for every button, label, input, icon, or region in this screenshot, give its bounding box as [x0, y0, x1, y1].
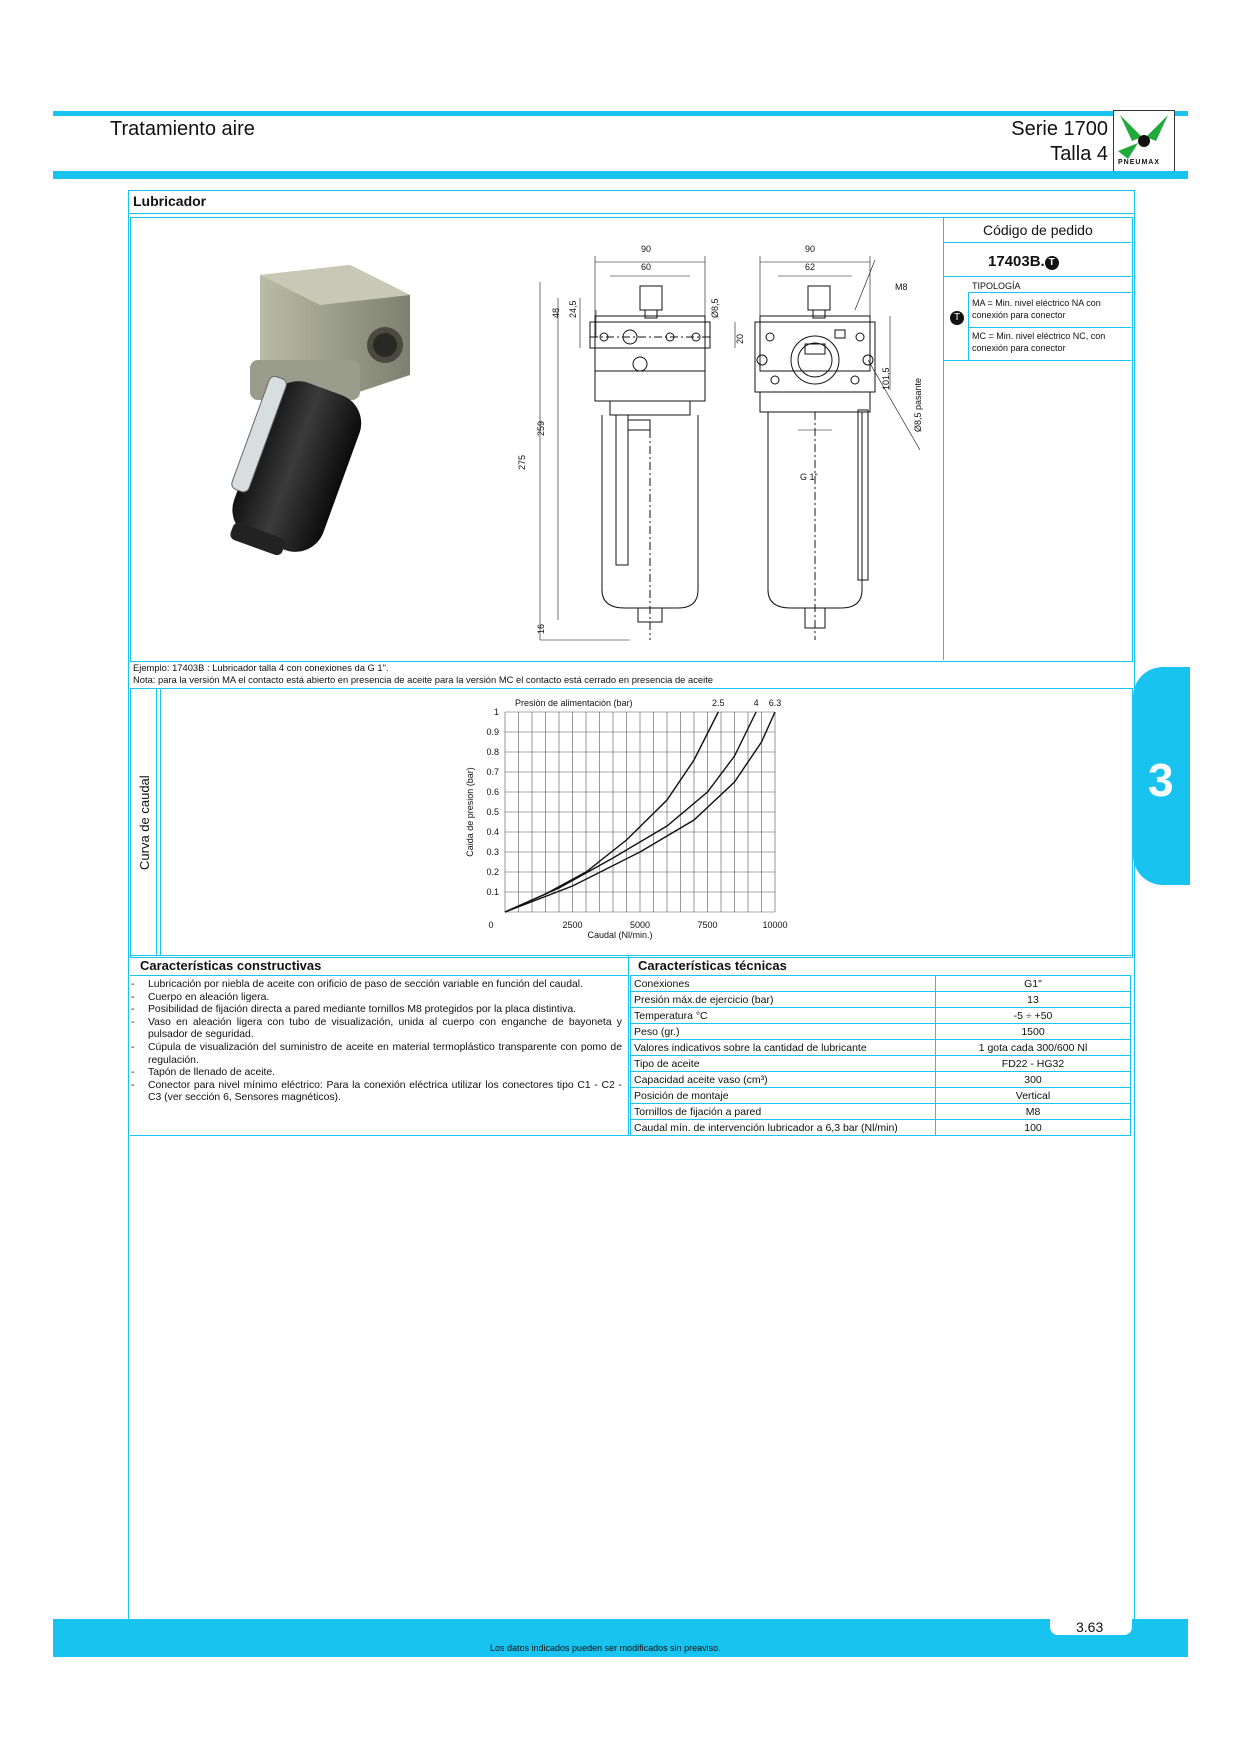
y-tick-label: 0.2	[486, 867, 499, 877]
spec-label: Tornillos de fijación a pared	[631, 1104, 936, 1120]
dim-60: 60	[641, 262, 652, 272]
y-tick-label: 0.6	[486, 787, 499, 797]
feature-item: - Vaso en aleación ligera con tubo de visualización, unida al cuerpo con enganche de bayoneta y pulsador de seguridad.	[130, 1017, 622, 1042]
section-title: Tratamiento aire	[110, 118, 255, 140]
y-tick-label: 0.5	[486, 807, 499, 817]
lubricator-photo	[180, 265, 430, 575]
x-tick-label: 10000	[762, 920, 788, 930]
size-label: Talla 4	[1050, 143, 1108, 165]
spec-row	[631, 1024, 1131, 1040]
spec-value: FD22 - HG32	[936, 1056, 1131, 1072]
spec-value: 1500	[936, 1024, 1131, 1040]
x-tick-label: 0	[488, 920, 494, 930]
y-tick-label: 0.7	[486, 767, 499, 777]
spec-label: Caudal mín. de intervención lubricador a 6,3 bar (Nl/min)	[631, 1120, 936, 1136]
title-divider	[128, 213, 1134, 214]
series-label: 6.3	[768, 698, 782, 708]
y-tick-label: 0.4	[486, 827, 499, 837]
feature-item: - Cuerpo en aleación ligera.	[130, 992, 622, 1005]
y-tick-label: 1	[493, 707, 499, 717]
spec-row	[631, 1104, 1131, 1120]
dim-48: 48	[551, 307, 561, 318]
typology-option-ma: MA = Min. nivel eléctrico NA con conexión para conector	[972, 298, 1101, 320]
dim-24-5: 24,5	[568, 300, 578, 318]
dim-16: 16	[536, 623, 546, 634]
feature-item: - Cúpula de visualización del suministro de aceite en material termoplástico transparente con pomo de regulación.	[130, 1042, 622, 1067]
brand-name: PNEUMAX	[1118, 159, 1161, 166]
header-bottom-bar	[53, 171, 1188, 179]
spec-value: 300	[936, 1072, 1131, 1088]
spec-value: Vertical	[936, 1088, 1131, 1104]
spec-row	[631, 1056, 1131, 1072]
technical-table	[630, 975, 1131, 1136]
x-tick-label: 5000	[629, 920, 651, 930]
constructive-list	[130, 979, 622, 1105]
order-code	[988, 253, 1059, 270]
spec-value: 1 gota cada 300/600 Nl	[936, 1040, 1131, 1056]
x-tick-label: 2500	[562, 920, 583, 930]
feature-item: - Lubricación por niebla de aceite con orificio de paso de sección variable en función del caudal.	[130, 979, 622, 992]
dim-275: 275	[517, 454, 527, 470]
dim-20: 20	[735, 333, 745, 344]
feature-item: - Posibilidad de fijación directa a pared mediante tornillos M8 protegidos por la placa distintiva.	[130, 1004, 622, 1017]
spec-value: 100	[936, 1120, 1131, 1136]
spec-row	[631, 1120, 1131, 1136]
product-title: Lubricador	[133, 193, 207, 209]
spec-row	[631, 1072, 1131, 1088]
footer-disclaimer: Los datos indicados pueden ser modificados sin preaviso.	[490, 1643, 721, 1653]
dim-90-right: 90	[805, 244, 816, 254]
spec-value: G1"	[936, 976, 1131, 992]
dim-90-left: 90	[641, 244, 652, 254]
feature-item: - Conector para nivel mínimo eléctrico: Para la conexión eléctrica utilizar los conectores tipo C1 - C2 - C3 (ver sección 6, Sensores magnéticos).	[130, 1080, 622, 1105]
x-tick-label: 7500	[697, 920, 718, 930]
dim-101-5: 101,5	[881, 367, 891, 390]
flow-chart	[440, 690, 840, 950]
y-tick-label: 0.1	[486, 887, 499, 897]
brand-logo	[1113, 110, 1175, 172]
x-axis-label: Caudal (Nl/min.)	[587, 930, 653, 940]
spec-value: M8	[936, 1104, 1131, 1120]
flow-section-label: Curva de caudal	[137, 775, 152, 870]
y-tick-label: 0.8	[486, 747, 499, 757]
spec-label: Posición de montaje	[631, 1088, 936, 1104]
y-axis-label: Caida de presion (bar)	[465, 767, 475, 857]
typology-marker-icon: T	[1045, 256, 1059, 270]
spec-row	[631, 976, 1131, 992]
spec-label: Valores indicativos sobre la cantidad de lubricante	[631, 1040, 936, 1056]
spec-label: Conexiones	[631, 976, 936, 992]
example-note: Ejemplo: 17403B : Lubricador talla 4 con conexiones da G 1".	[133, 662, 389, 673]
spec-value: 13	[936, 992, 1131, 1008]
spec-row	[631, 1008, 1131, 1024]
spec-row	[631, 1088, 1131, 1104]
spec-value: -5 ÷ +50	[936, 1008, 1131, 1024]
spec-row	[631, 992, 1131, 1008]
spec-label: Tipo de aceite	[631, 1056, 936, 1072]
spec-row	[631, 1040, 1131, 1056]
dim-g1: G 1"	[800, 472, 818, 482]
dim-62: 62	[805, 262, 816, 272]
typology-option-mc: MC = Min. nivel eléctrico NC, con conexión para conector	[972, 331, 1106, 353]
typology-row-marker: T	[950, 311, 964, 325]
order-label: Código de pedido	[983, 222, 1093, 238]
dim-d8-5-through: Ø8,5 pasante	[913, 377, 923, 432]
spec-label: Presión máx.de ejercicio (bar)	[631, 992, 936, 1008]
series-label: 4	[753, 698, 759, 708]
order-code-text: 17403B.	[988, 253, 1045, 270]
feature-item: - Tapón de llenado de aceite.	[130, 1067, 622, 1080]
dim-259: 259	[536, 420, 546, 436]
dim-d8-5: Ø8,5	[710, 298, 720, 318]
y-tick-label: 0.9	[486, 727, 499, 737]
y-tick-label: 0.3	[486, 847, 499, 857]
version-note: Nota: para la versión MA el contacto está abierto en presencia de aceite para la versión MC el contacto está cerrado en presencia de aceite	[133, 674, 714, 685]
chapter-number: 3	[1148, 754, 1174, 806]
dim-m8: M8	[895, 282, 908, 292]
technical-title: Características técnicas	[638, 958, 787, 973]
chart-title: Presiòn de alimentaciòn (bar)	[515, 698, 633, 708]
page-number: 3.63	[1076, 1619, 1104, 1635]
spec-label: Capacidad aceite vaso (cm³)	[631, 1072, 936, 1088]
header-top-bar	[53, 111, 1188, 116]
series-label: 2.5	[712, 698, 725, 708]
spec-label: Temperatura °C	[631, 1008, 936, 1024]
constructive-title: Características constructivas	[140, 958, 322, 973]
typology-label: TIPOLOGÍA	[972, 281, 1021, 291]
series-label: Serie 1700	[1011, 118, 1108, 140]
spec-label: Peso (gr.)	[631, 1024, 936, 1040]
